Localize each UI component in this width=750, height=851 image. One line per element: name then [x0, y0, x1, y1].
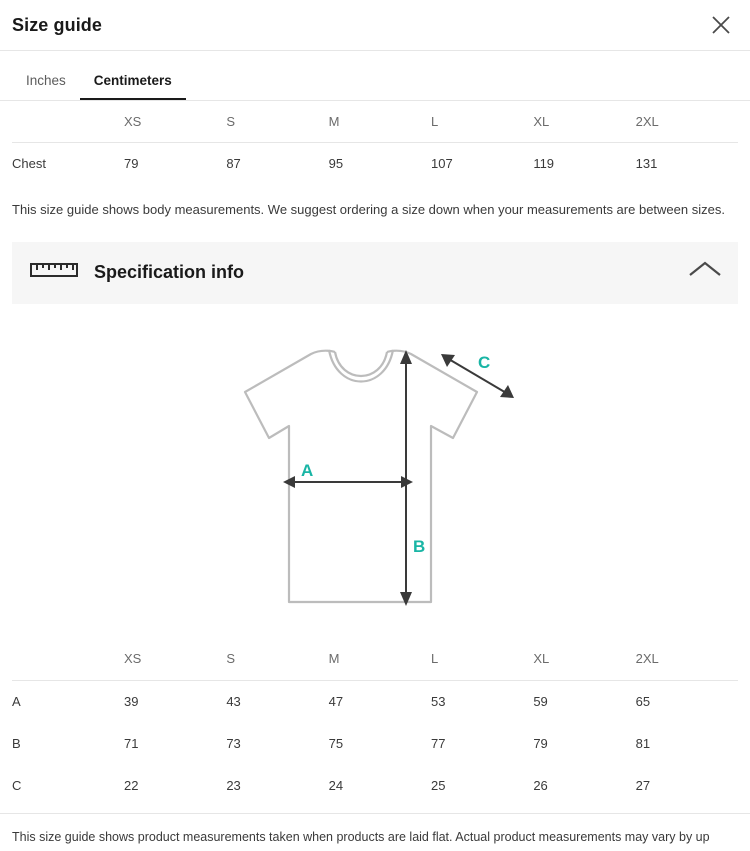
specification-info-toggle[interactable]	[12, 242, 738, 304]
diagram-label-b: B	[413, 536, 426, 556]
product-measurements-table-wrap	[0, 638, 750, 807]
cell-chest-s: 87	[226, 156, 241, 171]
tshirt-diagram-svg	[225, 340, 525, 620]
cell-b-2xl: 81	[635, 735, 651, 751]
column-header-l: L	[431, 101, 533, 143]
table-header-row	[12, 101, 738, 143]
table-row	[12, 722, 738, 764]
cell-c-l: 25	[430, 777, 446, 793]
cell-a-xs: 39	[124, 693, 139, 709]
cell-c-xs: 22	[124, 777, 139, 793]
cell-b-xl: 79	[533, 735, 548, 751]
cell-chest-m: 95	[328, 156, 344, 171]
body-measurements-table-wrap	[0, 101, 750, 185]
tab-centimeters[interactable]: Centimeters	[80, 67, 186, 100]
cell-b-s: 73	[226, 735, 241, 751]
column-header-s: S	[226, 101, 328, 143]
table-header	[12, 101, 738, 143]
column-header-m: M	[329, 101, 431, 143]
cell-c-m: 24	[328, 777, 344, 793]
spec-title: Specification info	[94, 262, 245, 283]
table-row	[12, 143, 738, 185]
cell-chest-xs: 79	[124, 156, 139, 171]
column-header-2xl: 2XL	[636, 101, 738, 143]
table-row	[12, 680, 738, 722]
table-body	[12, 143, 738, 185]
product-measurements-table	[12, 638, 738, 807]
table-body	[12, 680, 738, 806]
cell-chest-xl: 119	[533, 156, 555, 171]
ruler-icon	[30, 259, 78, 286]
row-label-b: B	[12, 735, 21, 751]
body-measurements-table	[12, 101, 738, 185]
product-measurements-footnote: This size guide shows product measurements taken when products are laid flat. Actual product measurements may vary by up	[0, 813, 750, 846]
column-header-blank	[12, 101, 124, 143]
table-header-row	[12, 638, 738, 681]
column-header-xs-2: XS	[124, 638, 226, 681]
column-header-m-2: M	[329, 638, 431, 681]
column-header-xs: XS	[124, 101, 226, 143]
tshirt-diagram	[0, 304, 750, 630]
cell-c-xl: 26	[533, 777, 548, 793]
unit-tabs	[0, 51, 750, 101]
chevron-up-icon[interactable]	[688, 260, 722, 285]
table-row	[12, 764, 738, 806]
cell-a-m: 47	[328, 693, 344, 709]
cell-a-xl: 59	[533, 693, 548, 709]
body-measurements-note: This size guide shows body measurements. We suggest ordering a size down when your measurements are between sizes.	[12, 202, 725, 217]
close-icon[interactable]	[706, 10, 736, 40]
cell-a-s: 43	[226, 693, 241, 709]
tab-inches[interactable]: Inches	[26, 73, 66, 88]
modal-header	[0, 0, 750, 51]
table-header	[12, 638, 738, 681]
cell-b-l: 77	[430, 735, 446, 751]
row-label-chest: Chest	[12, 156, 46, 171]
column-header-s-2: S	[226, 638, 328, 681]
diagram-label-c: C	[478, 352, 491, 372]
column-header-xl: XL	[533, 101, 635, 143]
page-title: Size guide	[12, 14, 103, 35]
diagram-label-a: A	[301, 460, 314, 480]
cell-chest-l: 107	[430, 156, 453, 171]
row-label-a: A	[12, 693, 21, 709]
cell-chest-2xl: 131	[635, 156, 658, 171]
cell-c-2xl: 27	[635, 777, 651, 793]
cell-b-xs: 71	[124, 735, 139, 751]
column-header-2xl-2: 2XL	[636, 638, 738, 681]
cell-a-l: 53	[430, 693, 446, 709]
row-label-c: C	[12, 777, 22, 793]
cell-a-2xl: 65	[635, 693, 651, 709]
cell-b-m: 75	[328, 735, 344, 751]
column-header-xl-2: XL	[533, 638, 635, 681]
column-header-blank-2	[12, 638, 124, 681]
column-header-l-2: L	[431, 638, 533, 681]
spec-left-group	[30, 259, 244, 286]
cell-c-s: 23	[226, 777, 241, 793]
